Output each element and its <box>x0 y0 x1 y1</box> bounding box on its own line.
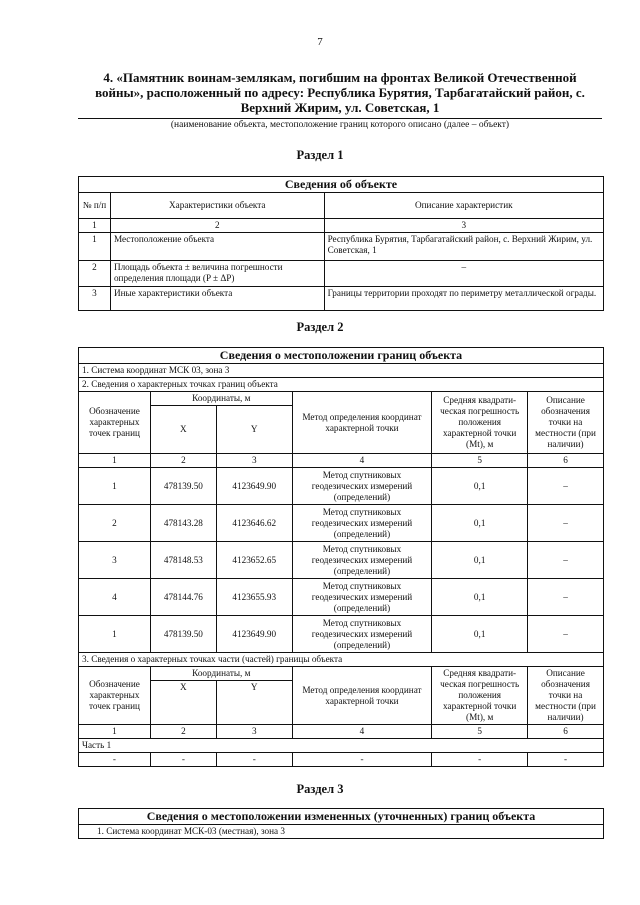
col-header-point: Обозначение характерных точек границ <box>79 392 151 454</box>
boundary-points-table <box>78 347 604 767</box>
point-desc: – <box>528 505 604 542</box>
row-num: 2 <box>79 261 111 287</box>
empty-cell: - <box>528 753 604 767</box>
col-header-point: Обозначение характерных точек границ <box>79 667 151 725</box>
col-header-method: Метод определения координат характерной точки <box>292 392 432 454</box>
col-index: 2 <box>150 454 216 468</box>
col-header-char: Характеристики объекта <box>110 193 324 219</box>
point-y: 4123655.93 <box>216 579 292 616</box>
col-header-y: Y <box>216 406 292 454</box>
row-num: 1 <box>79 233 111 261</box>
row-char: Местоположение объекта <box>110 233 324 261</box>
empty-cell: - <box>432 753 528 767</box>
table-row <box>79 579 604 616</box>
point-error: 0,1 <box>432 579 528 616</box>
col-index: 4 <box>292 454 432 468</box>
col-header-y: Y <box>216 681 292 725</box>
point-y: 4123646.62 <box>216 505 292 542</box>
table-row <box>79 753 604 767</box>
point-x: 478139.50 <box>150 616 216 653</box>
point-x: 478144.76 <box>150 579 216 616</box>
col-header-x: X <box>150 681 216 725</box>
empty-cell: - <box>150 753 216 767</box>
col-header-desc: Описание характеристик <box>324 193 603 219</box>
point-id: 3 <box>79 542 151 579</box>
col-index: 3 <box>216 725 292 739</box>
col-index: 6 <box>528 454 604 468</box>
point-desc: – <box>528 616 604 653</box>
table-row <box>79 261 604 287</box>
col-index: 1 <box>79 454 151 468</box>
point-error: 0,1 <box>432 616 528 653</box>
table-title: Сведения об объекте <box>79 177 604 193</box>
point-y: 4123649.90 <box>216 468 292 505</box>
title-underline <box>78 118 602 119</box>
document-title: 4. «Памятник воинам-землякам, погибшим на фронтах Великой Отечественной войны», расположенный по адресу: Республика Бурятия, Тарбагатайский район, с. Верхний Жирим, ул. Советская, 1 <box>95 70 585 115</box>
table-row <box>79 468 604 505</box>
table-row <box>79 233 604 261</box>
row-char: Иные характеристики объекта <box>110 287 324 311</box>
point-method: Метод спутниковых геодезических измерений (определений) <box>292 542 432 579</box>
col-header-desc: Описание обозначения точки на местности (при наличии) <box>528 667 604 725</box>
section1-heading: Раздел 1 <box>296 148 344 162</box>
point-desc: – <box>528 579 604 616</box>
empty-cell: - <box>216 753 292 767</box>
col-index: 6 <box>528 725 604 739</box>
col-header-x: X <box>150 406 216 454</box>
col-index: 4 <box>292 725 432 739</box>
col-header-num: № п/п <box>79 193 111 219</box>
row-desc: – <box>324 261 603 287</box>
col-header-error: Средняя квадрати-ческая погрешность положения характерной точки (Mt), м <box>432 667 528 725</box>
title-caption: (наименование объекта, местоположение границ которого описано (далее – объект) <box>170 120 510 130</box>
table-row <box>79 505 604 542</box>
subsection-title: 2. Сведения о характерных точках границ объекта <box>79 378 604 392</box>
table-row <box>79 287 604 311</box>
section2-heading: Раздел 2 <box>296 320 344 334</box>
section3-heading: Раздел 3 <box>296 782 344 796</box>
object-info-table <box>78 176 604 311</box>
col-index: 1 <box>79 725 151 739</box>
table-row <box>79 616 604 653</box>
coord-system: 1. Система координат МСК-03 (местная), зона 3 <box>79 825 604 839</box>
point-desc: – <box>528 468 604 505</box>
col-index: 5 <box>432 454 528 468</box>
col-index: 3 <box>324 219 603 233</box>
col-index: 1 <box>79 219 111 233</box>
point-id: 1 <box>79 468 151 505</box>
row-num: 3 <box>79 287 111 311</box>
empty-cell: - <box>292 753 432 767</box>
point-desc: – <box>528 542 604 579</box>
coord-system: 1. Система координат МСК 03, зона 3 <box>79 364 604 378</box>
point-method: Метод спутниковых геодезических измерений (определений) <box>292 505 432 542</box>
col-index: 3 <box>216 454 292 468</box>
row-char: Площадь объекта ± величина погрешности определения площади (P ± ΔP) <box>110 261 324 287</box>
row-desc: Республика Бурятия, Тарбагатайский район, с. Верхний Жирим, ул. Советская, 1 <box>324 233 603 261</box>
point-x: 478143.28 <box>150 505 216 542</box>
col-header-method: Метод определения координат характерной точки <box>292 667 432 725</box>
empty-cell: - <box>79 753 151 767</box>
col-index: 2 <box>110 219 324 233</box>
point-method: Метод спутниковых геодезических измерений (определений) <box>292 616 432 653</box>
point-id: 4 <box>79 579 151 616</box>
table-title: Сведения о местоположении границ объекта <box>79 348 604 364</box>
col-header-coords: Координаты, м <box>150 392 292 406</box>
page-number: 7 <box>317 36 323 48</box>
point-x: 478139.50 <box>150 468 216 505</box>
point-method: Метод спутниковых геодезических измерений (определений) <box>292 579 432 616</box>
point-y: 4123649.90 <box>216 616 292 653</box>
col-index: 2 <box>150 725 216 739</box>
point-error: 0,1 <box>432 468 528 505</box>
changed-boundaries-table <box>78 808 604 839</box>
col-header-desc: Описание обозначения точки на местности (при наличии) <box>528 392 604 454</box>
subsection-title: 3. Сведения о характерных точках части (частей) границы объекта <box>79 653 604 667</box>
point-y: 4123652.65 <box>216 542 292 579</box>
point-method: Метод спутниковых геодезических измерений (определений) <box>292 468 432 505</box>
point-id: 2 <box>79 505 151 542</box>
row-desc: Границы территории проходят по периметру металлической ограды. <box>324 287 603 311</box>
col-header-coords: Координаты, м <box>150 667 292 681</box>
col-index: 5 <box>432 725 528 739</box>
point-id: 1 <box>79 616 151 653</box>
col-header-error: Средняя квадрати-ческая погрешность положения характерной точки (Mt), м <box>432 392 528 454</box>
table-row <box>79 542 604 579</box>
point-error: 0,1 <box>432 505 528 542</box>
part-label: Часть 1 <box>79 739 604 753</box>
table-title: Сведения о местоположении измененных (уточненных) границ объекта <box>79 809 604 825</box>
point-x: 478148.53 <box>150 542 216 579</box>
point-error: 0,1 <box>432 542 528 579</box>
